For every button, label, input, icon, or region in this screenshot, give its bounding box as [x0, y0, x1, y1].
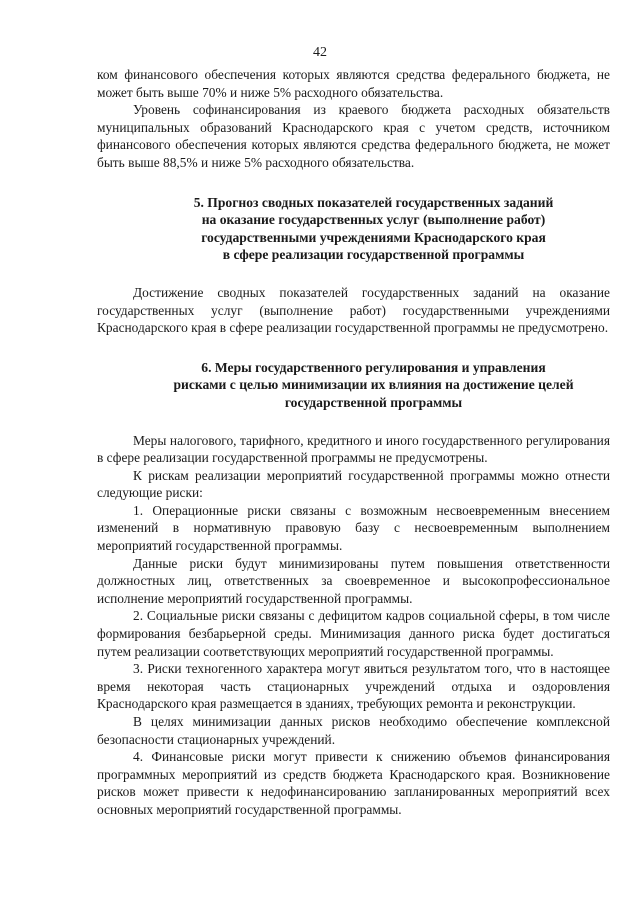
section-5-title-line-3: государственными учреждениями Краснодарского края: [201, 229, 546, 245]
section-6-title-line-3: государственной программы: [284, 394, 463, 410]
section-6-paragraph-2: К рискам реализации мероприятий государственной программы можно отнести следующие риски:: [97, 467, 610, 501]
section-6-paragraph-4: Данные риски будут минимизированы путем повышения ответственности должностных лиц, ответственных за своевременное и высокопрофессиональное исполнение мероприятий государственной программы.: [97, 555, 610, 606]
section-6-paragraph-1: Меры налогового, тарифного, кредитного и иного государственного регулирования в сфере реализации государственной программы не предусмотрены.: [97, 432, 610, 466]
intro-paragraph-2: Уровень софинансирования из краевого бюджета расходных обязательств муниципальных образований Краснодарского края с учетом средств, источником финансового обеспечения которых являются средства федерального бюджета, не может быть выше 88,5% и ниже 5% расходного обязательства.: [97, 102, 610, 170]
section-6-paragraph-3: 1. Операционные риски связаны с возможным несвоевременным внесением изменений в нормативную правовую базу с несвоевременным выполнением мероприятий государственной программы.: [97, 502, 610, 554]
section-6-heading: [97, 359, 610, 412]
section-6-paragraph-8: 4. Финансовые риски могут привести к снижению объемов финансирования программных мероприятий из средств бюджета Краснодарского края. Возникновение рисков может привести к недофинансированию запланированных мероприятий всех основных мероприятий государственной программы.: [97, 749, 610, 817]
section-6-paragraph-5: 2. Социальные риски связаны с дефицитом кадров социальной сферы, в том числе формирования безбарьерной среды. Минимизация данного риска будет достигаться путем реализации соответствующих мероприятий государственной программы.: [97, 608, 610, 659]
page-number: 42: [313, 45, 327, 60]
section-5-title-line-2: на оказание государственных услуг (выполнение работ): [201, 212, 546, 228]
section-6-paragraph-7: В целях минимизации данных рисков необходимо обеспечение комплексной безопасности стационарных учреждений.: [97, 714, 610, 747]
page-content: [97, 66, 610, 819]
section-6-title-line-2: рисками с целью минимизации их влияния на достижение целей: [173, 377, 574, 393]
section-5-title-line-4: в сфере реализации государственной программы: [222, 247, 525, 263]
section-6-paragraph-6: 3. Риски техногенного характера могут явиться результатом того, что в настоящее время некоторая часть стационарных учреждений отдыха и оздоровления Краснодарского края размещается в зданиях, требующих ремонта и реконструкции.: [97, 661, 610, 712]
section-5-title-line-1: 5. Прогноз сводных показателей государственных заданий: [193, 194, 554, 210]
intro-paragraph-1: ком финансового обеспечения которых являются средства федерального бюджета, не может быть выше 70% и ниже 5% расходного обязательства.: [97, 67, 610, 100]
section-5-heading: [97, 194, 610, 264]
section-6-title-line-1: 6. Меры государственного регулирования и управления: [201, 359, 546, 375]
section-5-paragraph-1: Достижение сводных показателей государственных заданий на оказание государственных услуг (выполнение работ) государственными учреждениями Краснодарского края в сфере реализации государственной программы не предусмотрено.: [97, 284, 610, 336]
